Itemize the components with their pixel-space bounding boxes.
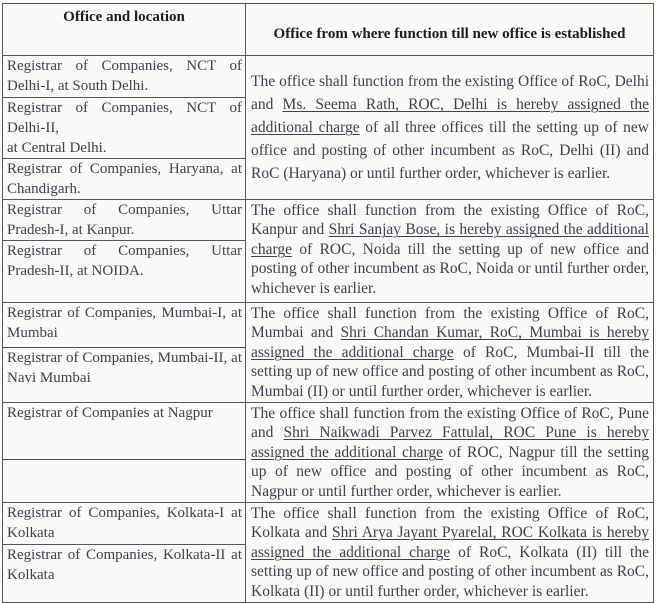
office-location-cell xyxy=(3,348,246,403)
function-description-cell xyxy=(246,503,654,603)
function-description-text: of RoC, Kolkata (II) till the setting up of new office and posting of other incumbent as RoC, Kolkata (II) or until further order, whichever is earlier. xyxy=(251,543,649,600)
table-row xyxy=(3,200,654,241)
empty-cell xyxy=(3,459,246,503)
function-description-text: of ROC, Noida till the setting up of new office and posting of other incumbent as RoC, Noida or until further order, whichever is earlier. xyxy=(251,240,649,297)
function-description-text: of ROC, Nagpur till the setting up of new office and posting of other incumbent as RoC, Nagpur or until further order, whichever is earlier. xyxy=(251,443,649,500)
office-location-cell xyxy=(3,56,246,98)
office-location-text: Registrar of Companies, Haryana, at Chandigarh. xyxy=(7,161,242,197)
office-location-text: at Central Delhi. xyxy=(7,140,107,156)
table-row xyxy=(3,403,654,460)
office-location-text: Registrar of Companies, NCT of Delhi-II, xyxy=(7,100,242,136)
column-header-function-office: Office from where function till new office is established xyxy=(246,4,654,56)
function-description-text: of RoC, Mumbai-II till the setting up of new office and posting of other incumbent as RoC, Mumbai (II) or until further order, whichever is earlier. xyxy=(251,343,649,400)
function-description-cell xyxy=(246,56,654,200)
roc-notification-table xyxy=(2,3,654,603)
office-location-cell xyxy=(3,503,246,545)
office-location-cell xyxy=(3,241,246,303)
office-location-text: Registrar of Companies, Kolkata-I at Kolkata xyxy=(7,505,242,542)
assigned-officer-underlined-text: Ms. Seema Rath, ROC, Delhi is hereby assigned the additional charge xyxy=(251,96,649,136)
office-location-cell xyxy=(3,159,246,200)
function-description-text: The office shall function from the existing Office of RoC, Delhi and xyxy=(251,73,649,113)
function-description-text: The office shall function from the existing Office of RoC, Kolkata and xyxy=(251,505,649,542)
function-description-cell xyxy=(246,403,654,503)
function-description-text: The office shall function from the existing Office of RoC, Mumbai and xyxy=(251,305,649,342)
office-location-cell xyxy=(3,303,246,348)
assigned-officer-underlined-text: Shri Sanjay Bose, is hereby assigned the additional charge xyxy=(251,221,649,258)
table-header xyxy=(3,4,654,56)
office-location-cell xyxy=(3,98,246,159)
assigned-officer-underlined-text: Shri Naikwadi Parvez Fattulal, ROC Pune is hereby assigned the additional charge xyxy=(251,424,649,461)
office-location-text: Registrar of Companies, Mumbai-I, at Mumbai xyxy=(7,305,242,341)
table-body xyxy=(3,56,654,603)
function-description-cell xyxy=(246,303,654,403)
table-row xyxy=(3,56,654,98)
function-description-text: of all three offices till the setting up of new office and posting of other incumbent as RoC, Delhi (II) and RoC (Haryana) or until further order, whichever is earlier. xyxy=(251,119,649,182)
office-location-text: Registrar of Companies at Nagpur xyxy=(7,405,213,422)
assigned-officer-underlined-text: Shri Chandan Kumar, RoC, Mumbai is hereby assigned the additional charge xyxy=(251,324,650,361)
office-location-cell xyxy=(3,403,246,460)
assigned-officer-underlined-text: Shri Arya Jayant Pyarelal, ROC Kolkata is hereby assigned the additional charge xyxy=(251,524,650,561)
column-header-office-location: Office and location xyxy=(3,4,246,56)
table-row xyxy=(3,503,654,545)
function-description-cell xyxy=(246,200,654,303)
office-location-text: Registrar of Companies, Uttar Pradesh-II, at NOIDA. xyxy=(7,243,242,279)
table-row xyxy=(3,303,654,348)
office-location-text: Registrar of Companies, NCT of Delhi-I, at South Delhi. xyxy=(7,58,242,94)
function-description-text: The office shall function from the existing Office of RoC, Pune and xyxy=(251,405,649,442)
office-location-text: Registrar of Companies, Mumbai-II, at Navi Mumbai xyxy=(7,350,242,387)
office-location-text: Registrar of Companies, Kolkata-II at Kolkata xyxy=(7,546,242,583)
office-location-cell xyxy=(3,544,246,602)
office-location-text: Registrar of Companies, Uttar Pradesh-I, at Kanpur. xyxy=(7,202,242,238)
function-description-text: The office shall function from the existing Office of RoC, Kanpur and xyxy=(251,202,649,239)
office-location-cell xyxy=(3,200,246,241)
